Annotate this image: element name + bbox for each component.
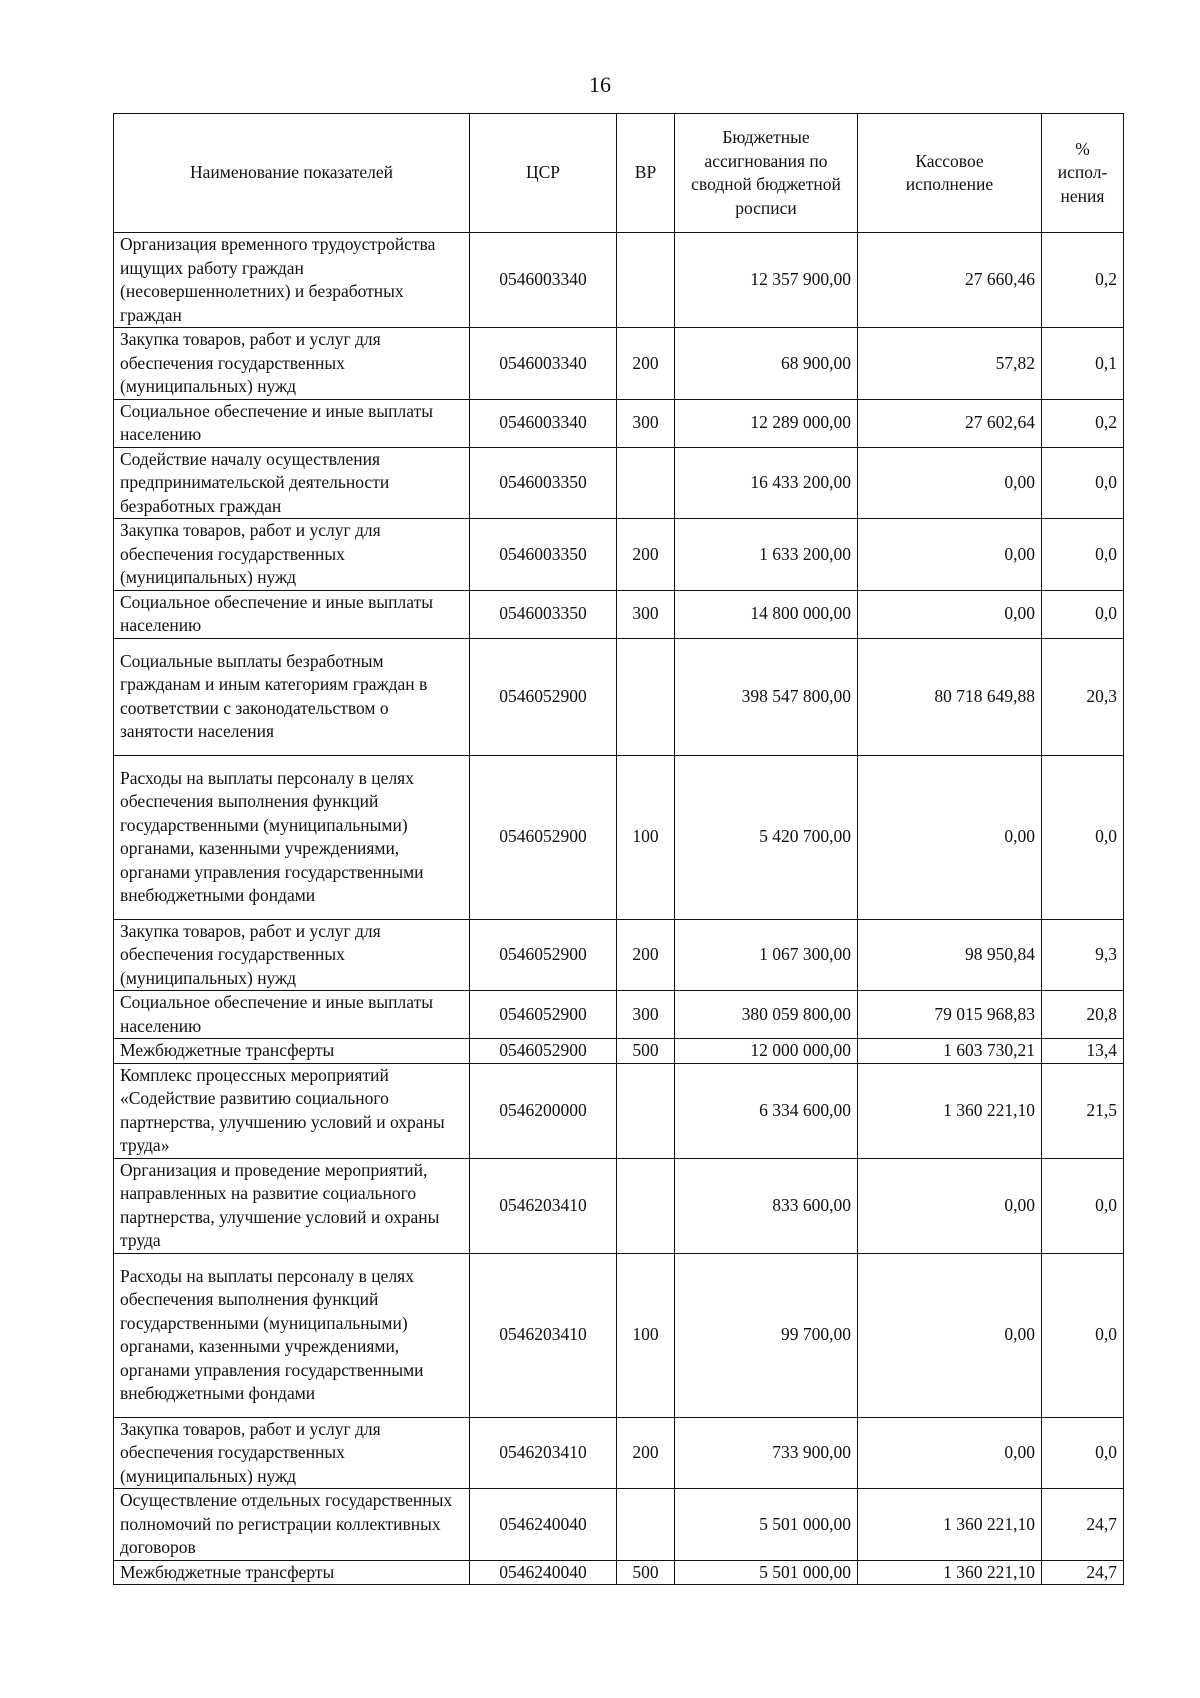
indicator-name-cell: Межбюджетные трансферты: [114, 1560, 470, 1585]
budget-assignment-cell: 380 059 800,00: [675, 991, 858, 1039]
csr-code-cell: 0546203410: [470, 1417, 617, 1489]
table-row: [114, 1489, 1124, 1561]
budget-assignment-cell: 12 357 900,00: [675, 233, 858, 328]
indicator-name-cell: Социальное обеспечение и иные выплаты населению: [114, 991, 470, 1039]
cash-execution-cell: 98 950,84: [858, 919, 1042, 991]
execution-percent-cell: 0,0: [1042, 1158, 1124, 1253]
cash-execution-cell: 1 603 730,21: [858, 1039, 1042, 1064]
vr-code-cell: [617, 1063, 675, 1158]
table-row: [114, 919, 1124, 991]
budget-assignment-cell: 733 900,00: [675, 1417, 858, 1489]
indicator-name-cell: Закупка товаров, работ и услуг для обеспечения государственных (муниципальных) нужд: [114, 919, 470, 991]
execution-percent-cell: 0,2: [1042, 399, 1124, 447]
vr-code-cell: 500: [617, 1039, 675, 1064]
indicator-name-cell: Организация и проведение мероприятий, направленных на развитие социального партнерства, улучшение условий и охраны труда: [114, 1158, 470, 1253]
budget-assignment-cell: 12 000 000,00: [675, 1039, 858, 1064]
table-row: [114, 1039, 1124, 1064]
vr-code-cell: [617, 1158, 675, 1253]
table-row: [114, 1063, 1124, 1158]
execution-percent-cell: 0,0: [1042, 590, 1124, 638]
table-row: [114, 447, 1124, 519]
budget-execution-table: [113, 113, 1124, 1585]
cash-execution-cell: 79 015 968,83: [858, 991, 1042, 1039]
vr-code-cell: [617, 638, 675, 755]
indicator-name-cell: Расходы на выплаты персоналу в целях обеспечения выполнения функций государственными (муниципальными) органами, казенными учреждениями, органами управления государственными внебюджетными фондами: [114, 755, 470, 919]
budget-assignment-cell: 5 501 000,00: [675, 1560, 858, 1585]
execution-percent-cell: 0,0: [1042, 1417, 1124, 1489]
vr-code-cell: [617, 1489, 675, 1561]
indicator-name-cell: Комплекс процессных мероприятий «Содействие развитию социального партнерства, улучшению условий и охраны труда»: [114, 1063, 470, 1158]
csr-code-cell: 0546200000: [470, 1063, 617, 1158]
csr-code-cell: 0546052900: [470, 991, 617, 1039]
vr-code-cell: 300: [617, 590, 675, 638]
vr-code-cell: [617, 233, 675, 328]
table-row: [114, 519, 1124, 591]
indicator-name-cell: Организация временного трудоустройства ищущих работу граждан (несовершеннолетних) и безработных граждан: [114, 233, 470, 328]
csr-code-cell: 0546052900: [470, 638, 617, 755]
cash-execution-cell: 0,00: [858, 519, 1042, 591]
budget-assignment-cell: 68 900,00: [675, 328, 858, 400]
execution-percent-cell: 0,1: [1042, 328, 1124, 400]
vr-code-cell: 300: [617, 991, 675, 1039]
budget-assignment-cell: 1 067 300,00: [675, 919, 858, 991]
csr-code-cell: 0546052900: [470, 1039, 617, 1064]
execution-percent-cell: 21,5: [1042, 1063, 1124, 1158]
vr-code-cell: 100: [617, 755, 675, 919]
cash-execution-cell: 27 602,64: [858, 399, 1042, 447]
cash-execution-cell: 0,00: [858, 1158, 1042, 1253]
indicator-name-cell: Осуществление отдельных государственных полномочий по регистрации коллективных договоров: [114, 1489, 470, 1561]
vr-code-cell: 200: [617, 519, 675, 591]
cash-execution-cell: 0,00: [858, 447, 1042, 519]
vr-code-cell: 300: [617, 399, 675, 447]
table-row: [114, 638, 1124, 755]
header-vr: ВР: [617, 114, 675, 233]
cash-execution-cell: 0,00: [858, 590, 1042, 638]
cash-execution-cell: 80 718 649,88: [858, 638, 1042, 755]
table-row: [114, 399, 1124, 447]
table-row: [114, 1253, 1124, 1417]
cash-execution-cell: 0,00: [858, 755, 1042, 919]
csr-code-cell: 0546052900: [470, 755, 617, 919]
vr-code-cell: 100: [617, 1253, 675, 1417]
budget-assignment-cell: 16 433 200,00: [675, 447, 858, 519]
header-cash-execution: Кассовое исполнение: [858, 114, 1042, 233]
cash-execution-cell: 1 360 221,10: [858, 1063, 1042, 1158]
indicator-name-cell: Межбюджетные трансферты: [114, 1039, 470, 1064]
cash-execution-cell: 0,00: [858, 1417, 1042, 1489]
indicator-name-cell: Закупка товаров, работ и услуг для обеспечения государственных (муниципальных) нужд: [114, 519, 470, 591]
vr-code-cell: 200: [617, 1417, 675, 1489]
execution-percent-cell: 0,0: [1042, 755, 1124, 919]
execution-percent-cell: 0,0: [1042, 519, 1124, 591]
csr-code-cell: 0546003350: [470, 519, 617, 591]
execution-percent-cell: 9,3: [1042, 919, 1124, 991]
csr-code-cell: 0546003340: [470, 328, 617, 400]
vr-code-cell: [617, 447, 675, 519]
csr-code-cell: 0546203410: [470, 1253, 617, 1417]
header-indicator-name: Наименование показателей: [114, 114, 470, 233]
execution-percent-cell: 24,7: [1042, 1489, 1124, 1561]
budget-assignment-cell: 6 334 600,00: [675, 1063, 858, 1158]
execution-percent-cell: 20,3: [1042, 638, 1124, 755]
csr-code-cell: 0546003340: [470, 233, 617, 328]
budget-assignment-cell: 398 547 800,00: [675, 638, 858, 755]
indicator-name-cell: Закупка товаров, работ и услуг для обеспечения государственных (муниципальных) нужд: [114, 328, 470, 400]
cash-execution-cell: 57,82: [858, 328, 1042, 400]
budget-assignment-cell: 5 501 000,00: [675, 1489, 858, 1561]
indicator-name-cell: Социальное обеспечение и иные выплаты населению: [114, 399, 470, 447]
csr-code-cell: 0546240040: [470, 1489, 617, 1561]
table-row: [114, 1417, 1124, 1489]
table-row: [114, 1560, 1124, 1585]
vr-code-cell: 200: [617, 328, 675, 400]
table-row: [114, 233, 1124, 328]
vr-code-cell: 200: [617, 919, 675, 991]
table-row: [114, 590, 1124, 638]
execution-percent-cell: 0,2: [1042, 233, 1124, 328]
header-budget-assignments: Бюджетные ассигнования по сводной бюджетной росписи: [675, 114, 858, 233]
csr-code-cell: 0546240040: [470, 1560, 617, 1585]
csr-code-cell: 0546003350: [470, 447, 617, 519]
execution-percent-cell: 20,8: [1042, 991, 1124, 1039]
cash-execution-cell: 1 360 221,10: [858, 1489, 1042, 1561]
budget-assignment-cell: 99 700,00: [675, 1253, 858, 1417]
table-header-row: [114, 114, 1124, 233]
table-row: [114, 1158, 1124, 1253]
cash-execution-cell: 1 360 221,10: [858, 1560, 1042, 1585]
budget-assignment-cell: 1 633 200,00: [675, 519, 858, 591]
header-execution-percent: % испол-нения: [1042, 114, 1124, 233]
csr-code-cell: 0546052900: [470, 919, 617, 991]
execution-percent-cell: 0,0: [1042, 1253, 1124, 1417]
table-row: [114, 328, 1124, 400]
table-row: [114, 755, 1124, 919]
budget-assignment-cell: 833 600,00: [675, 1158, 858, 1253]
indicator-name-cell: Содействие началу осуществления предпринимательской деятельности безработных граждан: [114, 447, 470, 519]
budget-assignment-cell: 14 800 000,00: [675, 590, 858, 638]
vr-code-cell: 500: [617, 1560, 675, 1585]
budget-assignment-cell: 12 289 000,00: [675, 399, 858, 447]
indicator-name-cell: Расходы на выплаты персоналу в целях обеспечения выполнения функций государственными (муниципальными) органами, казенными учреждениями, органами управления государственными внебюджетными фондами: [114, 1253, 470, 1417]
budget-assignment-cell: 5 420 700,00: [675, 755, 858, 919]
execution-percent-cell: 24,7: [1042, 1560, 1124, 1585]
page-number: 16: [589, 72, 611, 97]
indicator-name-cell: Социальное обеспечение и иные выплаты населению: [114, 590, 470, 638]
csr-code-cell: 0546203410: [470, 1158, 617, 1253]
indicator-name-cell: Закупка товаров, работ и услуг для обеспечения государственных (муниципальных) нужд: [114, 1417, 470, 1489]
csr-code-cell: 0546003340: [470, 399, 617, 447]
cash-execution-cell: 0,00: [858, 1253, 1042, 1417]
header-csr: ЦСР: [470, 114, 617, 233]
cash-execution-cell: 27 660,46: [858, 233, 1042, 328]
table-row: [114, 991, 1124, 1039]
execution-percent-cell: 13,4: [1042, 1039, 1124, 1064]
execution-percent-cell: 0,0: [1042, 447, 1124, 519]
csr-code-cell: 0546003350: [470, 590, 617, 638]
indicator-name-cell: Социальные выплаты безработным гражданам и иным категориям граждан в соответствии с законодательством о занятости населения: [114, 638, 470, 755]
